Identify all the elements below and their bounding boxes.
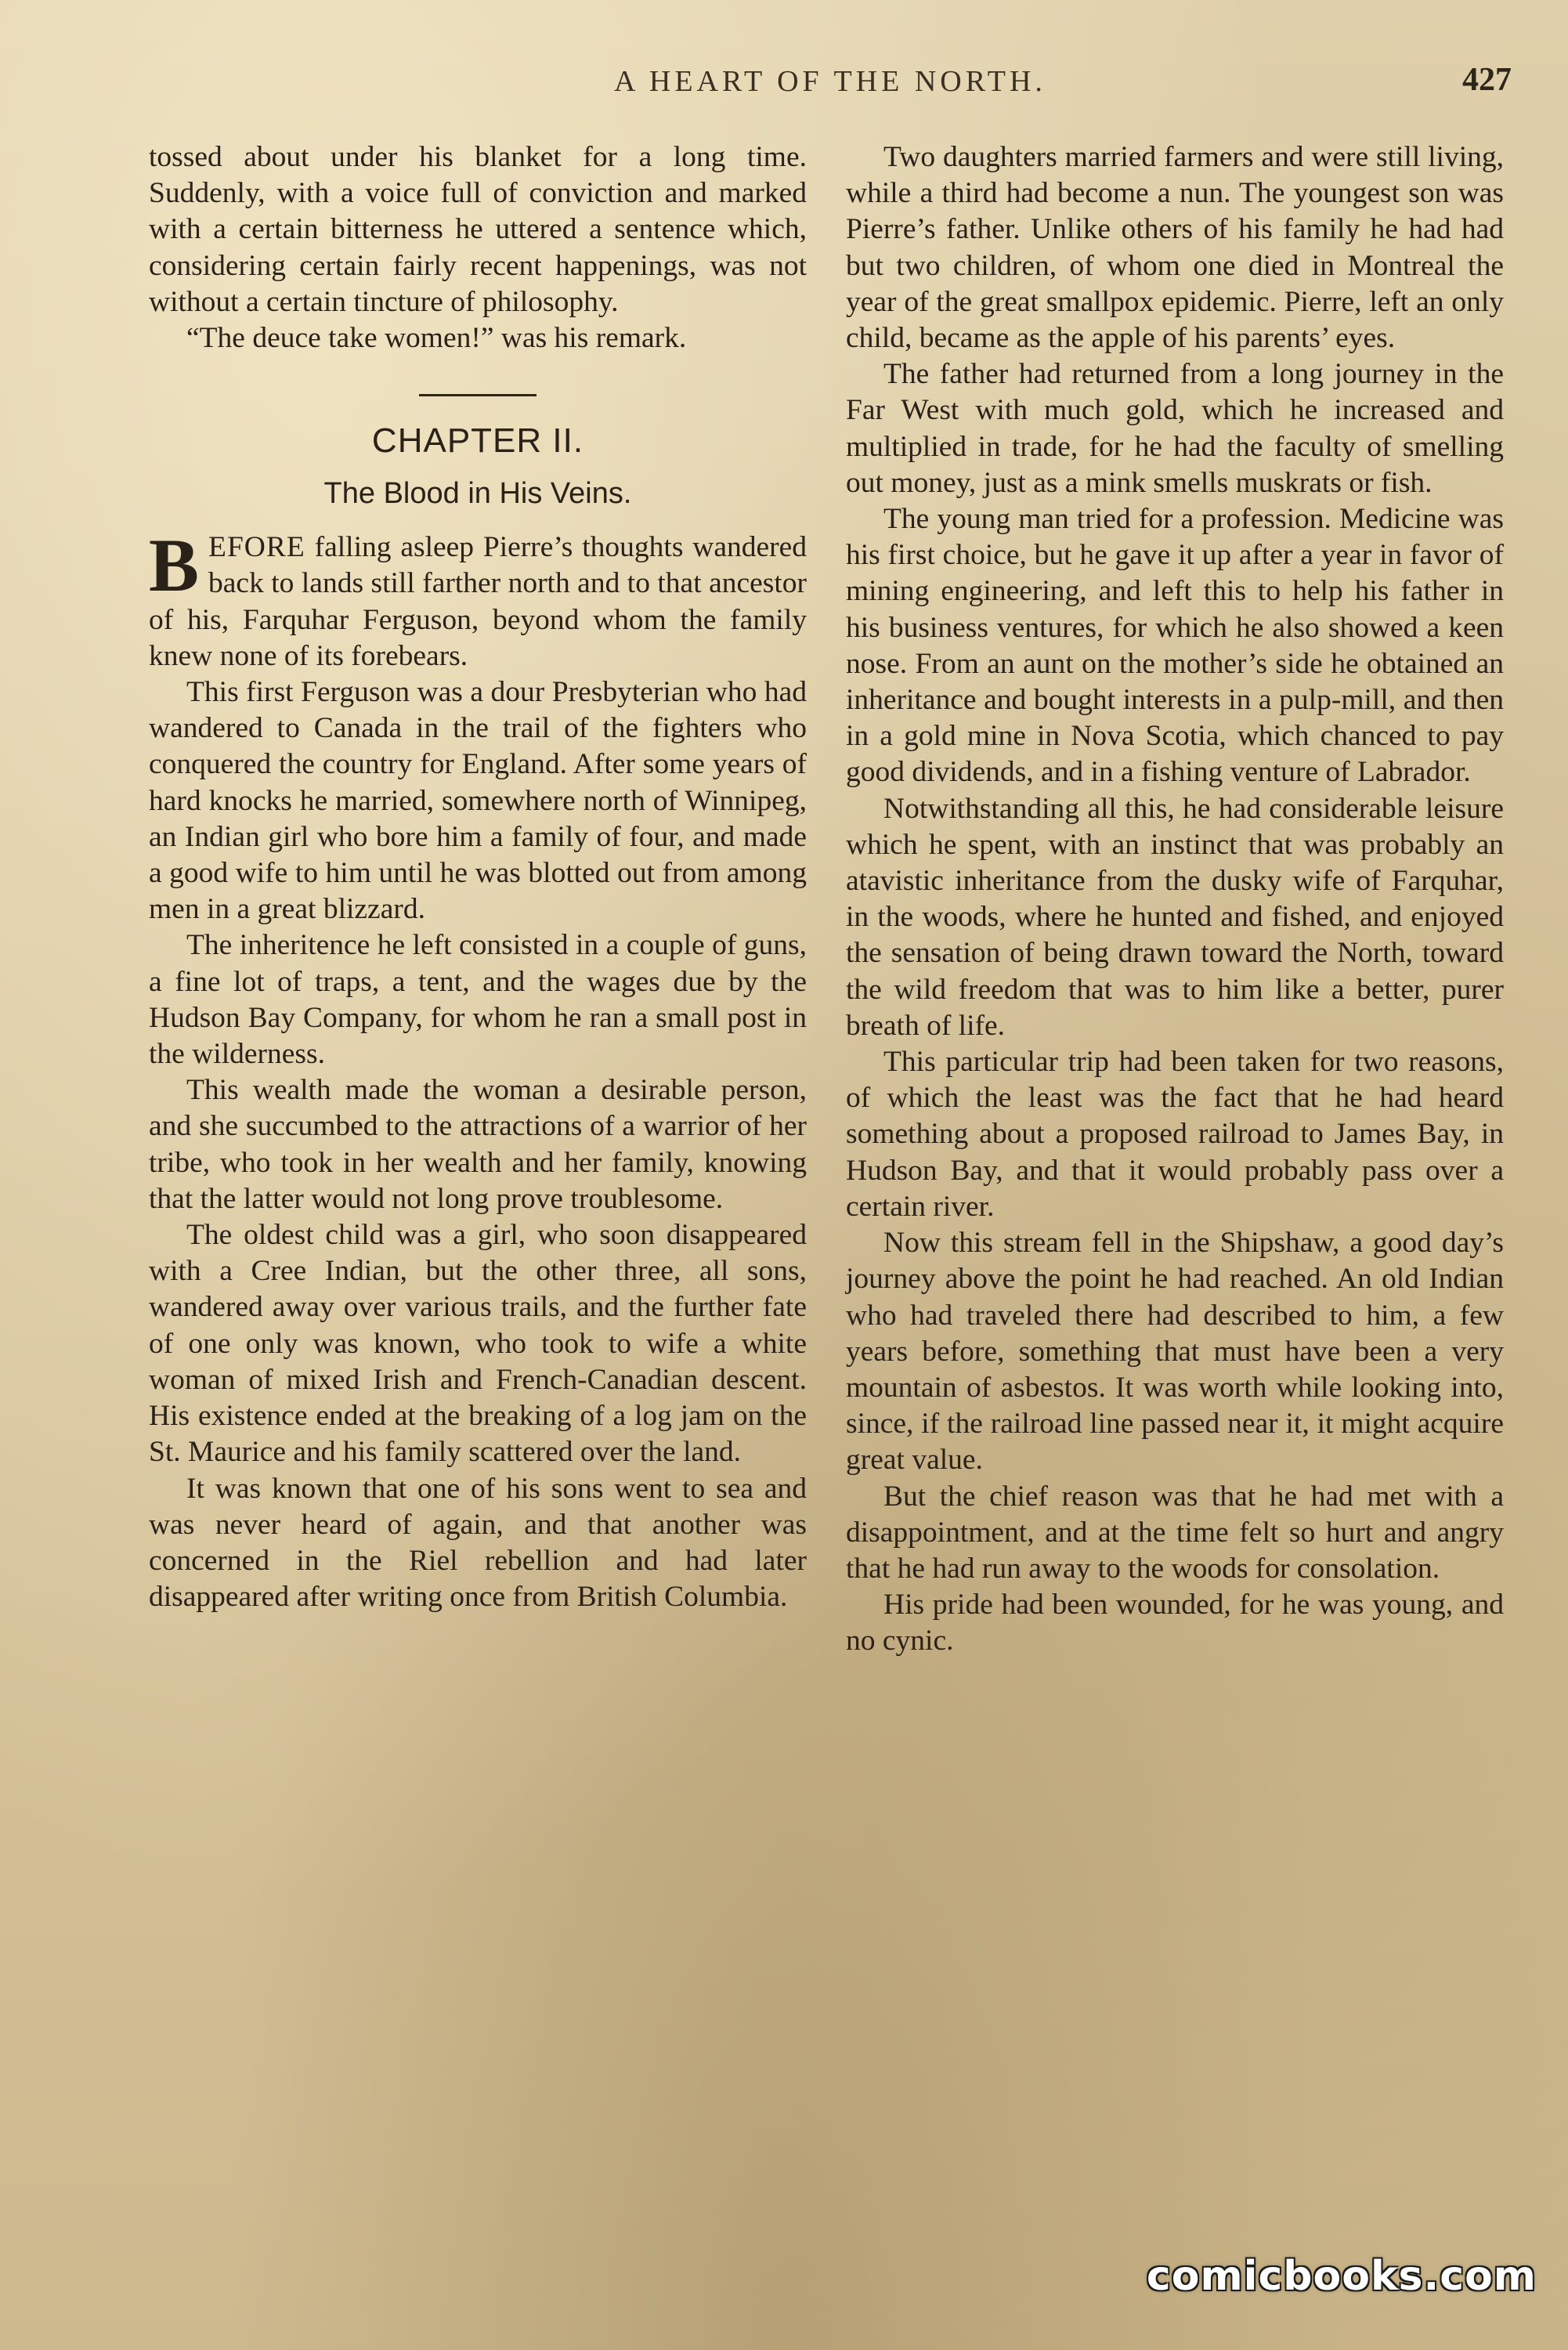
paragraph: This first Ferguson was a dour Presbyterian who had wandered to Canada in the trail of the fighters who conquered the country for England. After some years of hard knocks he married, somewhere north of Winnipeg, an Indian girl who bore him a family of four, and made a good wife to him until he was blotted out from among men in a great blizzard. (149, 676, 807, 926)
paragraph: The oldest child was a girl, who soon disappeared with a Cree Indian, but the other three, all sons, wandered away over various trails, and the further fate of one only was known, who took to wife a white woman of mixed Irish and French-Canadian descent. His existence ended at the breaking of a log jam on the St. Maurice and his family scattered over the land. (149, 1219, 807, 1469)
running-title: A HEART OF THE NORTH. (614, 65, 1046, 98)
chapter-title: CHAPTER II. (371, 421, 584, 461)
paragraph: Now this stream fell in the Shipshaw, a good day’s journey above the point he had reached. An old Indian who had traveled there had described to him, a few years before, something that must have been a very mountain of asbestos. It was worth while looking into, since, if the railroad line passed near it, it might acquire great value. (846, 1227, 1504, 1477)
page-header (149, 64, 1512, 119)
paragraph: But the chief reason was that he had met with a disappointment, and at the time felt so hurt and angry that he had run away to the woods for consolation. (846, 1480, 1504, 1585)
left-column (149, 139, 807, 1615)
drop-cap: B (149, 523, 200, 608)
watermark: comicbooks.com (1146, 2253, 1537, 2300)
paragraph: Notwithstanding all this, he had considerable leisure which he spent, with an instinct that was probably an atavistic inheritance from the dusky wife of Farquhar, in the woods, where he hunted and fished, and enjoyed the sensation of being drawn toward the North, toward the wild freedom that was to him like a better, purer breath of life. (846, 792, 1504, 1042)
drop-cap-word-rest: EFORE (208, 531, 305, 564)
paragraph: This particular trip had been taken for two reasons, of which the least was the fact that he had heard something about a proposed railroad to James Bay, in Hudson Bay, and that it would probably pass over a certain river. (846, 1046, 1504, 1223)
page-number: 427 (1462, 62, 1512, 98)
opening-paragraph (149, 523, 807, 674)
paragraph: His pride had been wounded, for he was young, and no cynic. (846, 1589, 1504, 1658)
paragraph: The father had returned from a long journey in the Far West with much gold, which he increased and multiplied in trade, for he had the faculty of smelling out money, just as a mink smells muskrats or fish. (846, 358, 1504, 499)
chapter-subtitle: The Blood in His Veins. (323, 477, 632, 511)
paragraph: tossed about under his blanket for a long time. Suddenly, with a voice full of conviction and marked with a certain bitterness he uttered a sentence which, considering certain fairly recent happenings, was not without a certain tincture of philosophy. (149, 141, 807, 318)
paragraph: “The deuce take women!” was his remark. (186, 322, 687, 355)
paragraph: The young man tried for a profession. Medicine was his first choice, but he gave it up after a year in favor of mining engineering, and left this to help his father in his business ventures, for which he also showed a keen nose. From an aunt on the mother’s side he obtained an inheritance and bought interests in a pulp-mill, and then in a gold mine in Nova Scotia, which chanced to pay good dividends, and in a fishing venture of Labrador. (846, 503, 1504, 789)
paragraph: This wealth made the woman a desirable person, and she succumbed to the attractions of a warrior of her tribe, who took in her wealth and her family, knowing that the latter would not long prove troublesome. (149, 1074, 807, 1215)
paragraph: Two daughters married farmers and were still living, while a third had become a nun. The youngest son was Pierre’s father. Unlike others of his family he had had but two children, of whom one died in Montreal the year of the great smallpox epidemic. Pierre, left an only child, became as the apple of his parents’ eyes. (846, 141, 1504, 355)
opening-paragraph-text: falling asleep Pierre’s thoughts wandered back to lands still farther north and to that ancestor of his, Farquhar Ferguson, beyond whom the family knew none of its forebears. (149, 531, 807, 672)
section-divider (419, 394, 537, 396)
paragraph: It was known that one of his sons went to sea and was never heard of again, and that another was concerned in the Riel rebellion and had later disappeared after writing once from British Columbia. (149, 1472, 807, 1614)
paragraph: The inheritence he left consisted in a couple of guns, a fine lot of traps, a tent, and the wages due by the Hudson Bay Company, for whom he ran a small post in the wilderness. (149, 929, 807, 1071)
right-column (846, 139, 1504, 1660)
